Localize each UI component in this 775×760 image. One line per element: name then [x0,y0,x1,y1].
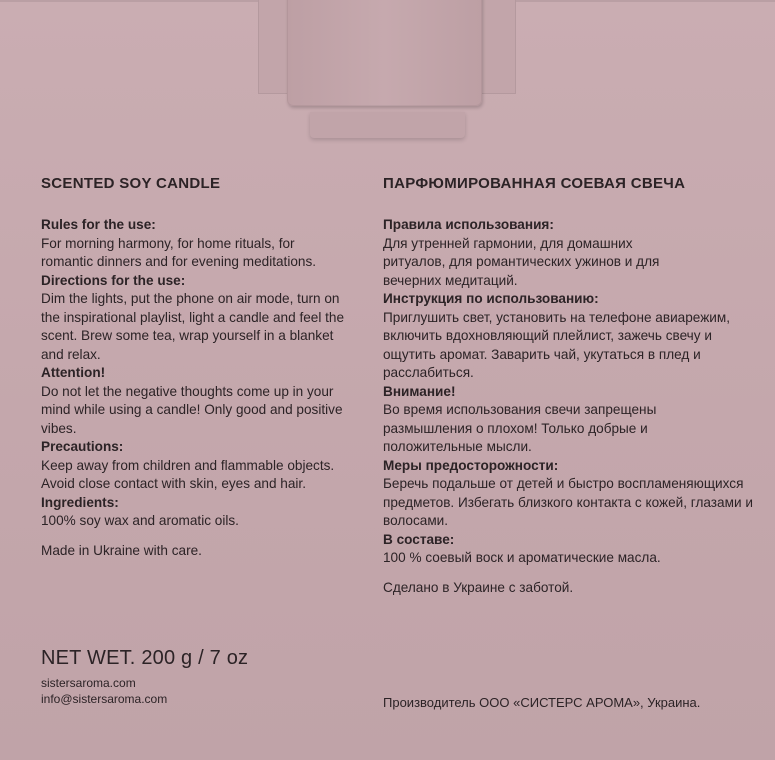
website-text: sistersaroma.com [41,676,136,690]
contact-info [41,675,167,707]
russian-attention-heading: Внимание! [383,383,456,399]
box-flap-edge [310,112,465,138]
english-ingredients-text: 100% soy wax and aromatic oils. [41,513,239,528]
english-precautions-text: Keep away from children and flammable objects. Avoid close contact with skin, eyes and hair. [41,457,335,491]
russian-body [383,216,763,597]
english-title: SCENTED SOY CANDLE [41,175,221,192]
russian-rules-text: Для утренней гармонии, для домашних ритуалов, для романтических ужинов и для вечерних медитаций. [383,235,660,288]
russian-rules-heading: Правила использования: [383,217,554,232]
english-attention-text: Do not let the negative thoughts come up in your mind while using a candle! Only good and positive vibes. [41,383,343,436]
english-made-in: Made in Ukraine with care. [41,542,202,558]
russian-directions-text: Приглушить свет, установить на телефоне авиарежим, включить вдохновляющий плейлист, зажечь свечу и ощутить аромат. Заварить чай, укутаться в плед и расслабиться. [383,309,731,380]
russian-title: ПАРФЮМИРОВАННАЯ СОЕВАЯ СВЕЧА [383,175,686,192]
net-weight: NET WET. 200 g / 7 oz [41,647,249,669]
english-directions-text: Dim the lights, put the phone on air mode, turn on the inspirational playlist, light a candle and feel the scent. Brew some tea, wrap yourself in a blanket and relax. [41,291,345,362]
english-label-column [41,174,371,560]
email-text: info@sistersaroma.com [41,692,168,706]
english-ingredients-heading: Ingredients: [41,494,119,510]
russian-label-column [383,174,763,597]
english-attention-heading: Attention! [41,365,106,380]
russian-precautions-text: Беречь подальше от детей и быстро воспламеняющихся предметов. Избегать близкого контакта с кожей, глазами и волосами. [383,476,753,528]
english-directions-heading: Directions for the use: [41,272,186,288]
english-rules-text: For morning harmony, for home rituals, for romantic dinners and for evening meditations. [41,235,317,269]
russian-precautions-heading: Меры предосторожности: [383,457,559,473]
russian-ingredients-text: 100 % соевый воск и ароматические масла. [383,550,661,565]
box-flap-tab [287,0,482,106]
english-rules-heading: Rules for the use: [41,217,156,232]
russian-attention-text: Во время использования свечи запрещены размышления о плохом! Только добрые и положительные мысли. [383,402,657,454]
english-precautions-heading: Precautions: [41,439,124,454]
russian-directions-heading: Инструкция по использованию: [383,291,599,306]
russian-ingredients-heading: В составе: [383,531,455,547]
manufacturer-text: Производитель ООО «СИСТЕРС АРОМА», Украина. [383,695,701,710]
english-body [41,216,371,560]
russian-made-in: Сделано в Украине с заботой. [383,579,574,595]
